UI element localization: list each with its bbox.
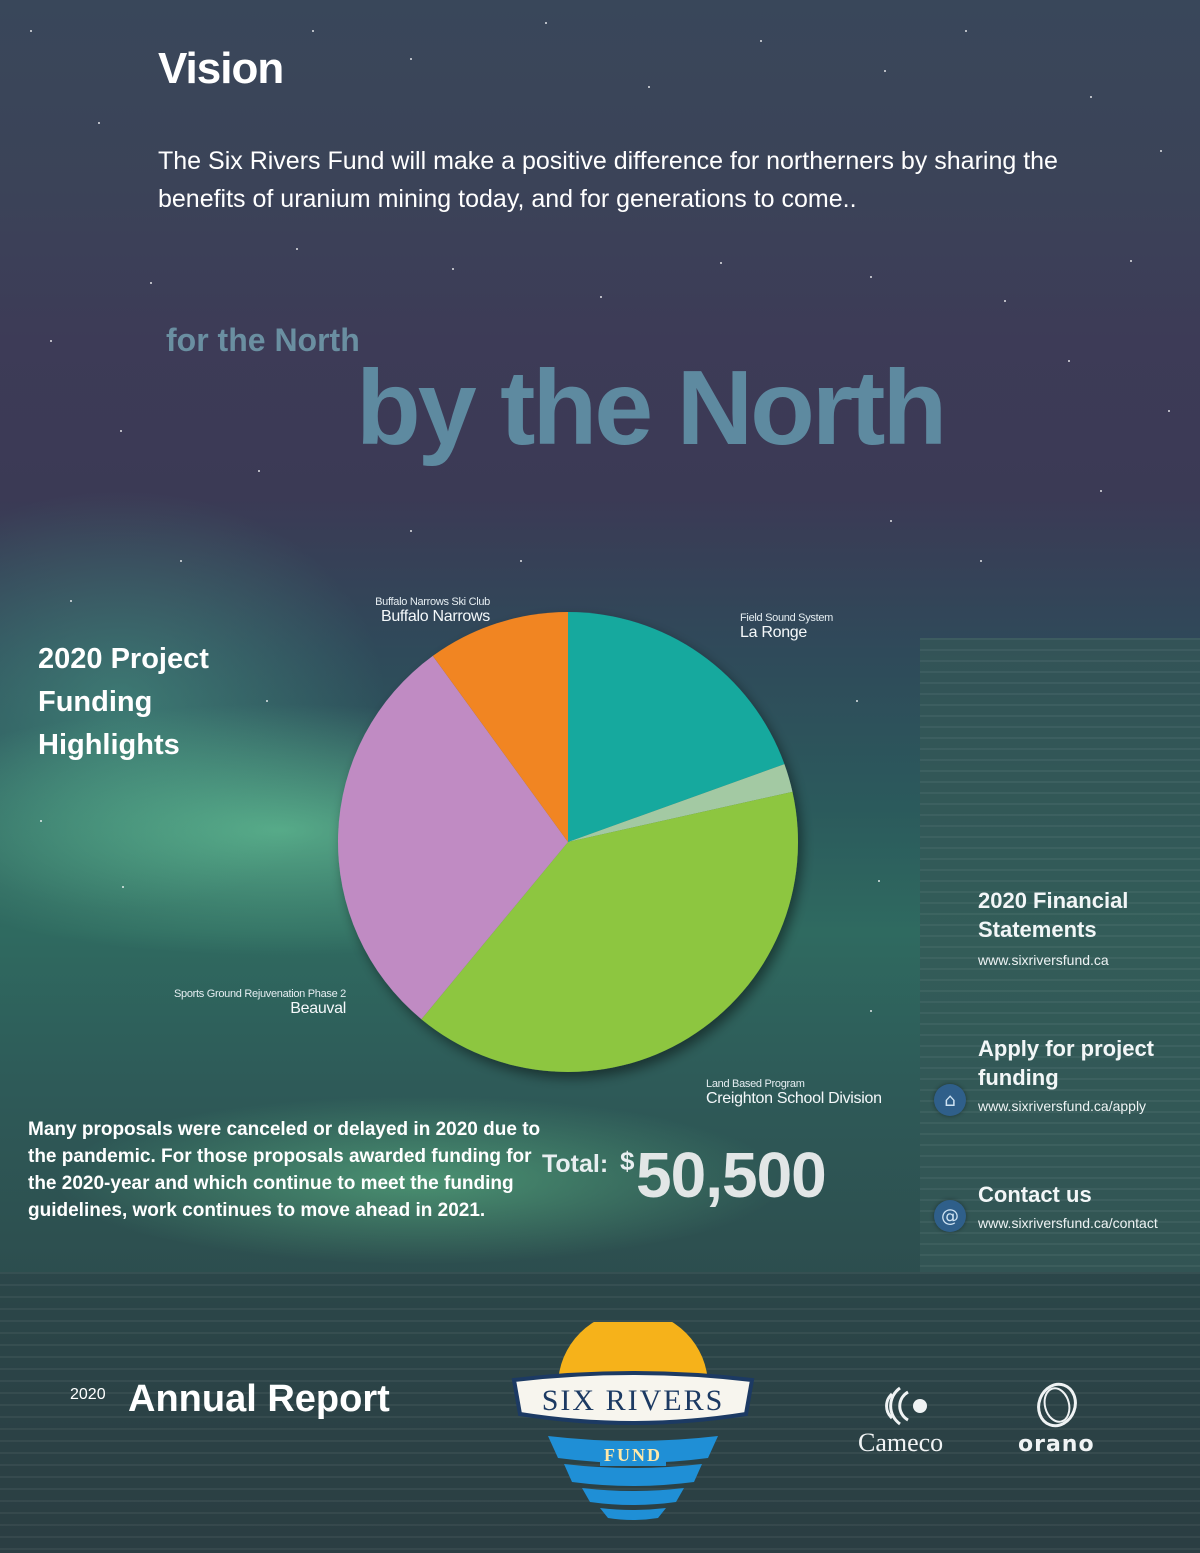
star	[50, 340, 52, 342]
logo-main-text: SIX RIVERS	[541, 1384, 725, 1417]
star	[150, 282, 152, 284]
orano-logo-text: orano	[1018, 1432, 1095, 1457]
star	[1090, 96, 1092, 98]
star	[980, 560, 982, 562]
vision-title: Vision	[158, 44, 284, 93]
contact-heading: Contact us	[978, 1182, 1092, 1207]
star	[648, 86, 650, 88]
star	[1130, 260, 1132, 262]
star	[98, 122, 100, 124]
pandemic-note: Many proposals were canceled or delayed in 2020 due to the pandemic. For those proposals awarded funding for the 2020-year and which continue to meet the funding guidelines, work continues to move ahead in 2021.	[28, 1119, 541, 1221]
logo-water-2	[564, 1464, 702, 1486]
report-title: Annual Report	[128, 1378, 390, 1420]
star	[545, 22, 547, 24]
star	[266, 700, 268, 702]
contact-link[interactable]: www.sixriversfund.ca/contact	[978, 1215, 1158, 1231]
star	[296, 248, 298, 250]
total-currency: $	[620, 1146, 635, 1176]
star	[884, 70, 886, 72]
home-icon[interactable]: ⌂	[934, 1084, 966, 1116]
star	[1004, 300, 1006, 302]
slice-label-location: Buffalo Narrows	[380, 608, 490, 625]
slice-label-location: Beauval	[290, 1000, 346, 1017]
star	[30, 30, 32, 32]
star	[520, 560, 522, 562]
apply-block	[978, 1034, 1193, 1114]
star	[890, 520, 892, 522]
star	[1100, 490, 1102, 492]
star	[965, 30, 967, 32]
slice-label-location: Creighton School Division	[706, 1090, 882, 1107]
slice-label-beauval	[130, 988, 346, 1018]
star	[870, 276, 872, 278]
apply-link[interactable]: www.sixriversfund.ca/apply	[978, 1098, 1147, 1114]
email-icon[interactable]: @	[934, 1200, 966, 1232]
side-panel	[920, 638, 1200, 1272]
apply-heading: Apply for project funding	[978, 1036, 1155, 1090]
report-year: 2020	[70, 1386, 106, 1403]
orano-logo-mark	[1032, 1380, 1082, 1430]
chart-title: 2020 Project Funding Highlights	[38, 643, 209, 761]
star	[312, 30, 314, 32]
slice-label-name: Field Sound System	[740, 612, 834, 624]
star	[1068, 360, 1070, 362]
cameco-logo-mark	[884, 1384, 936, 1428]
star	[870, 1010, 872, 1012]
star	[720, 262, 722, 264]
star	[600, 296, 602, 298]
financial-statements-block	[978, 886, 1188, 968]
star	[70, 600, 72, 602]
six-rivers-fund-logo	[508, 1322, 758, 1538]
star	[760, 40, 762, 42]
slice-label-name: Sports Ground Rejuvenation Phase 2	[173, 988, 346, 1000]
star	[258, 470, 260, 472]
total-value: 50,500	[636, 1139, 826, 1211]
logo-water-4	[600, 1508, 666, 1520]
star	[40, 820, 42, 822]
logo-water-3	[582, 1488, 684, 1505]
slice-label-location: La Ronge	[740, 624, 807, 641]
pie-chart	[320, 600, 820, 1100]
star	[410, 530, 412, 532]
slice-label-creighton	[706, 1078, 906, 1108]
star	[1160, 150, 1162, 152]
star	[452, 268, 454, 270]
star	[410, 58, 412, 60]
slice-label-la-ronge	[740, 612, 910, 642]
cameco-logo-text: Cameco	[858, 1428, 944, 1457]
vision-statement: The Six Rivers Fund will make a positive difference for northerners by sharing the benefits of uranium mining today, and for generations to come..	[158, 147, 1058, 213]
tagline-large: by the North	[356, 349, 945, 467]
slice-label-buffalo-narrows	[340, 596, 490, 626]
star	[878, 880, 880, 882]
total-label: Total:	[542, 1150, 609, 1178]
star	[856, 700, 858, 702]
logo-sub-text: FUND	[604, 1445, 662, 1465]
financial-statements-link[interactable]: www.sixriversfund.ca	[978, 952, 1109, 968]
slice-label-name: Buffalo Narrows Ski Club	[375, 596, 490, 608]
star	[1168, 410, 1170, 412]
star	[120, 430, 122, 432]
tagline-small: for the North	[166, 322, 360, 358]
star	[180, 560, 182, 562]
financial-statements-heading: 2020 Financial Statements	[978, 888, 1129, 942]
star	[122, 886, 124, 888]
contact-block	[978, 1180, 1196, 1231]
slice-label-name: Land Based Program	[706, 1078, 805, 1090]
